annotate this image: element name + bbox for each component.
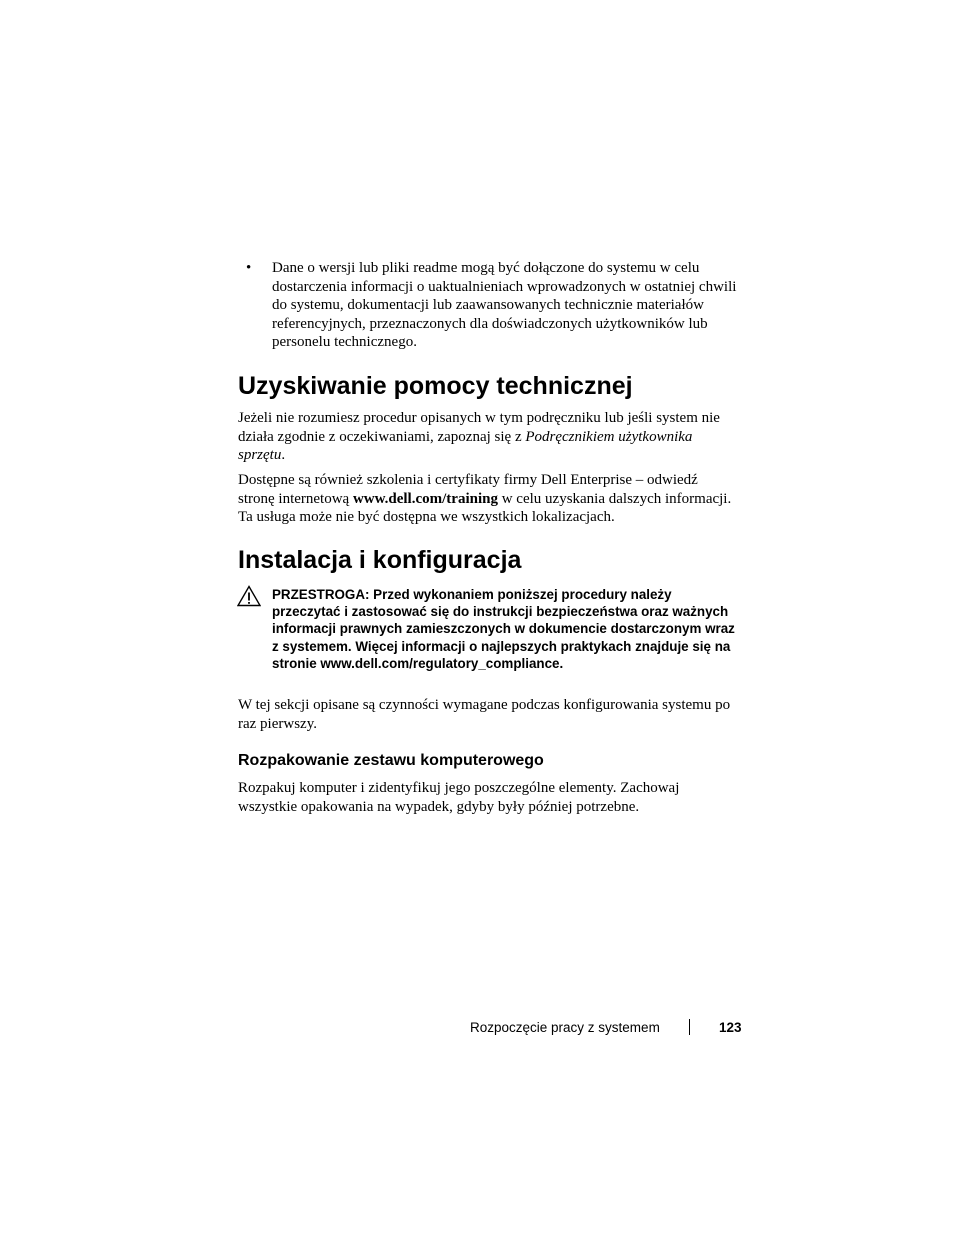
heading-installation: Instalacja i konfiguracja [238,546,522,574]
bullet-text: Dane o wersji lub pliki readme mogą być dołączone do systemu w celu dostarczenia informacji o uaktualnieniach wprowadzonych w ostatniej chwili do systemu, dokumentacji lub zaawansowanych technicznie materiałów referencyjnych, przeznaczonych dla doświadczonych użytkowników lub personelu technicznego. [272,260,737,351]
paragraph-training-info [238,471,738,527]
bullet-symbol: • [246,260,252,276]
paragraph-support-info [238,409,738,465]
page-number: 123 [719,1020,742,1035]
paragraph-setup-intro: W tej sekcji opisane są czynności wymagane podczas konfigurowania systemu po raz pierwszy. [238,697,731,732]
caution-notice: PRZESTROGA: Przed wykonaniem poniższej procedury należy przeczytać i zastosować się do instrukcji bezpieczeństwa oraz ważnych informacji prawnych zamieszczonych w dokumencie dostarczonym wraz z systemem. Więcej informacji o najlepszych praktykach znajduje się na stronie www.dell.com/regulatory_compliance. [272,587,735,671]
training-link[interactable]: www.dell.com/training [352,490,498,507]
manual-title-italic: Podręcznikiem użytkownika sprzętu [238,428,693,464]
paragraph-training-text: Dostępne są również szkolenia i certyfikaty firmy Dell Enterprise – odwiedź stronę internetową [238,472,698,507]
paragraph-training-end: w celu uzyskania dalszych informacji. Ta usługa może nie być dostępna we wszystkich lokalizacjach. [238,490,732,526]
footer-divider [689,1019,690,1035]
footer-chapter-title: Rozpoczęcie pracy z systemem [470,1020,660,1035]
paragraph-unpacking: Rozpakuj komputer i zidentyfikuj jego poszczególne elementy. Zachowaj wszystkie opakowania na wypadek, gdyby były później potrzebne. [238,780,680,815]
bullet-item [238,259,738,352]
paragraph-support-text: Jeżeli nie rozumiesz procedur opisanych w tym podręczniku lub jeśli system nie działa zgodnie z oczekiwaniami, zapoznaj się z [238,410,720,445]
warning-triangle-icon [237,585,261,607]
subheading-unpacking: Rozpakowanie zestawu komputerowego [238,752,544,769]
heading-technical-support: Uzyskiwanie pomocy technicznej [238,372,633,400]
paragraph-support-end: . [281,447,286,464]
